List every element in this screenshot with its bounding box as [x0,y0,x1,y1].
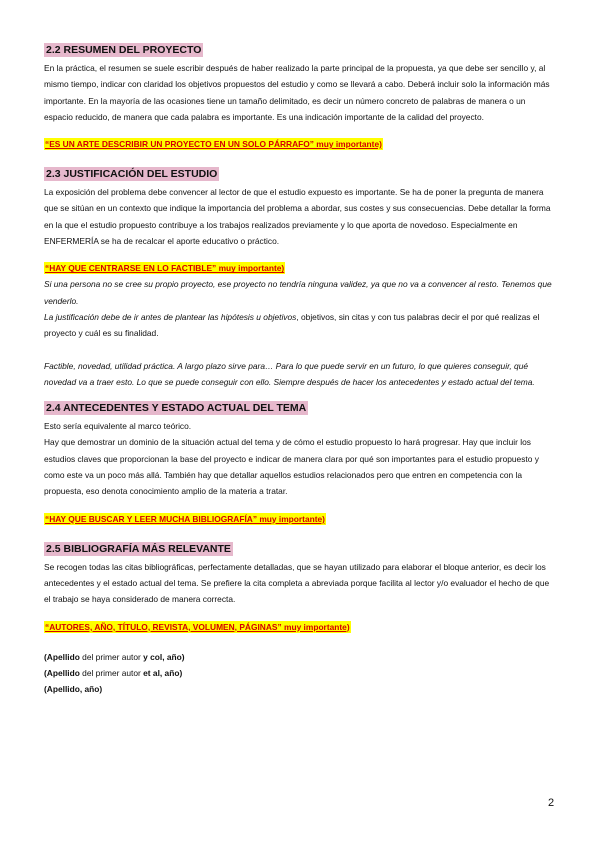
citation-plain: del primer autor [79,667,144,678]
section-2-4 [44,398,554,526]
italic-note: Si una persona no se cree su propio proyecto, ese proyecto no tendría ninguna validez, ya que no va a convencer al resto. Tenemos que venderlo. [44,279,552,306]
italic-text: La justificación debe de ir antes de plantear las hipótesis u objetivos [44,311,297,322]
citation-format [44,665,554,681]
section-paragraph: Hay que demostrar un dominio de la situación actual del tema y de cómo el estudio propuesto lo hará progresar. Hay que incluir los estudios claves que proporcionan la base del proyecto e indicar de manera clara por qué son importantes para el estudio propuesto y como este va un poco más allá. También hay que detallar aquellos estudios relacionados pero que entren en competencia con la propuesta, eso denota conocimiento amplio de la materia a tratar. [44,437,539,497]
citation-bold: et al, año) [143,667,183,678]
section-2-3 [44,164,554,390]
citation-bold: (Apellido [44,651,80,662]
italic-note: Factible, novedad, utilidad práctica. A largo plazo sirve para… Para lo que puede servir en un futuro, lo que quieres conseguir, qué novedad va a traer esto. Lo que se puede conseguir con ello. Siempre después de hacer los antecedentes y estado actual del tema. [44,360,535,387]
section-paragraph: En la práctica, el resumen se suele escribir después de haber realizado la parte principal de la propuesta, ya que debe ser sencillo y, al mismo tiempo, indicar con claridad los objetivos propuestos del estudio y como se llevará a cabo. Deberá incluir solo la información más importante. En la mayoría de las ocasiones tiene un tamaño delimitado, es decir un número concreto de palabras de manera o un espacio reducido, de manera que cada palabra es importante. Es una indicación importante de la calidad del proyecto. [44,63,550,122]
section-paragraph: La exposición del problema debe convencer al lector de que el estudio expuesto es importante. Se ha de poner la pregunta de manera que se sitúan en un contexto que indique la importancia del problema a abordar, sus costes y sus consecuencias. Debe detallar la forma en la que el estudio propuesto contribuye a los trabajos realizados previamente y lo que aporta de novedoso. Especialmente en ENFERMERÍA se ha de recalcar el aporte educativo o práctico. [44,187,551,247]
citation-format [44,649,554,665]
highlight-note: “HAY QUE CENTRARSE EN LO FACTIBLE” muy importante) [45,263,285,274]
plain-text: , objetivos, sin citas y con tus palabras decir el por qué realizas el proyecto y cuál es su finalidad. [44,311,540,339]
section-2-5 [44,539,554,698]
section-2-2 [44,40,554,152]
highlight-note: “ES UN ARTE DESCRIBIR UN PROYECTO EN UN SOLO PÁRRAFO” muy importante) [45,139,382,150]
section-paragraph: Se recogen todas las citas bibliográficas, perfectamente detalladas, que se hayan utilizado para elaborar el bloque anterior, es decir los antecedentes y el estado actual del tema. Se prefiere la cita completa a abreviada porque facilita al lector y/o evaluador el hecho de que el trabajo se haya considerado de manera correcta. [44,561,550,605]
section-heading: 2.2 RESUMEN DEL PROYECTO [46,44,202,56]
citation-bold: (Apellido [44,667,80,678]
highlight-note: “AUTORES, AÑO, TÍTULO, REVISTA, VOLUMEN, PÁGINAS” muy importante) [45,621,350,632]
citation-bold: y col, año) [143,651,185,662]
page-number: 2 [548,797,555,809]
italic-note [44,309,554,342]
highlight-note: “HAY QUE BUSCAR Y LEER MUCHA BIBLIOGRAFÍA” muy importante) [45,513,325,524]
section-heading: 2.5 BIBLIOGRAFÍA MÁS RELEVANTE [46,542,231,555]
section-heading: 2.3 JUSTIFICACIÓN DEL ESTUDIO [46,168,218,181]
citation-plain: del primer autor [79,651,144,662]
document-page [44,40,554,697]
section-heading: 2.4 ANTECEDENTES Y ESTADO ACTUAL DEL TEMA [46,402,307,415]
citation-format: (Apellido, año) [44,684,103,695]
section-line: Esto sería equivalente al marco teórico. [44,421,192,432]
